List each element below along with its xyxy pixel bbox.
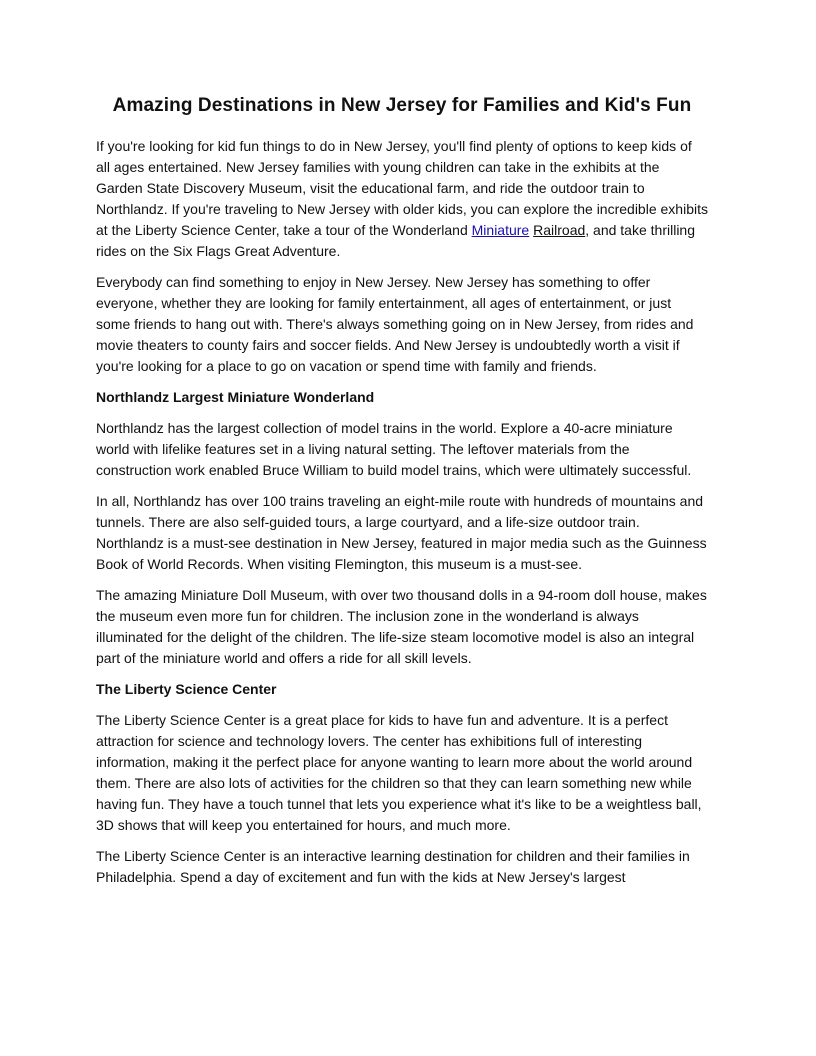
miniature-link[interactable]: Miniature bbox=[471, 222, 530, 238]
intro-paragraph-2: Everybody can find something to enjoy in New Jersey. New Jersey has something to offer everyone, whether they are looking for family entertainment, all ages of entertainment, or just some friends to hang out with. There's always something going on in New Jersey, from rides and movie theaters to county fairs and soccer fields. And New Jersey is undoubtedly worth a visit if you're looking for a place to go on vacation or spend time with family and friends. bbox=[96, 274, 694, 374]
intro-text-after-link: , and take thrilling rides on the Six Flags Great Adventure. bbox=[96, 222, 695, 259]
intro-text-before-link: If you're looking for kid fun things to do in New Jersey, you'll find plenty of options to keep kids of all ages entertained. New Jersey families with young children can take in the exhibits at the Garden State Discovery Museum, visit the educational farm, and ride the outdoor train to Northlandz. If you're traveling to New Jersey with older kids, you can explore the incredible exhibits at the Liberty Science Center, take a tour of the Wonderland bbox=[96, 138, 708, 238]
liberty-paragraph-2: The Liberty Science Center is an interactive learning destination for children and their families in Philadelphia. Spend a day of excitement and fun with the kids at New Jersey's largest bbox=[96, 848, 690, 885]
document-title: Amazing Destinations in New Jersey for Families and Kid's Fun bbox=[112, 95, 692, 116]
railroad-link[interactable]: Railroad bbox=[533, 222, 586, 238]
intro-paragraph-1 bbox=[96, 136, 708, 262]
northlandz-paragraph-2: In all, Northlandz has over 100 trains traveling an eight-mile route with hundreds of mountains and tunnels. There are also self-guided tours, a large courtyard, and a life-size outdoor train. Northlandz is a must-see destination in New Jersey, featured in major media such as the Guinness Book of World Records. When visiting Flemington, this museum is a must-see. bbox=[96, 493, 707, 572]
northlandz-heading: Northlandz Largest Miniature Wonderland bbox=[96, 389, 375, 405]
northlandz-paragraph-3: The amazing Miniature Doll Museum, with over two thousand dolls in a 94-room doll house, makes the museum even more fun for children. The inclusion zone in the wonderland is always illuminated for the delight of the children. The life-size steam locomotive model is also an integral part of the miniature world and offers a ride for all skill levels. bbox=[96, 587, 707, 666]
liberty-paragraph-1: The Liberty Science Center is a great place for kids to have fun and adventure. It is a perfect attraction for science and technology lovers. The center has exhibitions full of interesting information, making it the perfect place for anyone wanting to learn more about the world around them. There are also lots of activities for the children so that they can learn something new while having fun. They have a touch tunnel that lets you experience what it's like to be a weightless ball, 3D shows that will keep you entertained for hours, and much more. bbox=[96, 712, 702, 833]
northlandz-paragraph-1: Northlandz has the largest collection of model trains in the world. Explore a 40-acre miniature world with lifelike features set in a living natural setting. The leftover materials from the construction work enabled Bruce William to build model trains, which were ultimately successful. bbox=[96, 420, 692, 478]
document-page bbox=[96, 92, 708, 898]
liberty-heading: The Liberty Science Center bbox=[96, 681, 277, 697]
